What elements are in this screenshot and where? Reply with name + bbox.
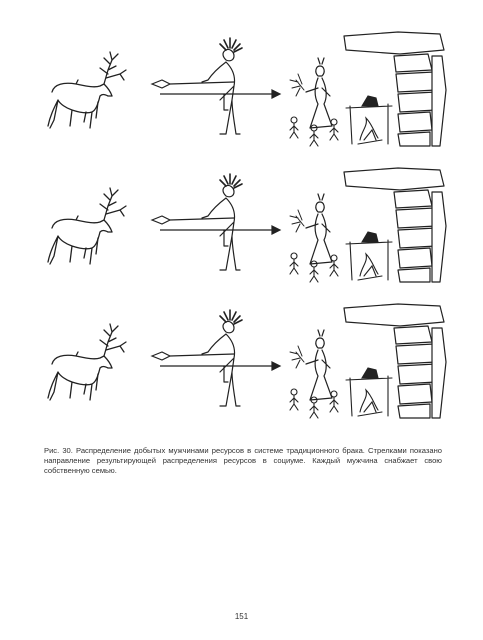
scene-row-1 [48,32,446,146]
page-number: 151 [234,612,249,621]
scene-row-2 [48,168,446,282]
figure-caption: Рис. 30. Распределение добытых мужчинами ресурсов в системе традиционного брака. Стрелками показано направление результирующей распределения ресурсов в социуме. Каждый мужчина снабжает свою собственную семью. [44,446,442,475]
scene-row-3 [48,304,446,418]
